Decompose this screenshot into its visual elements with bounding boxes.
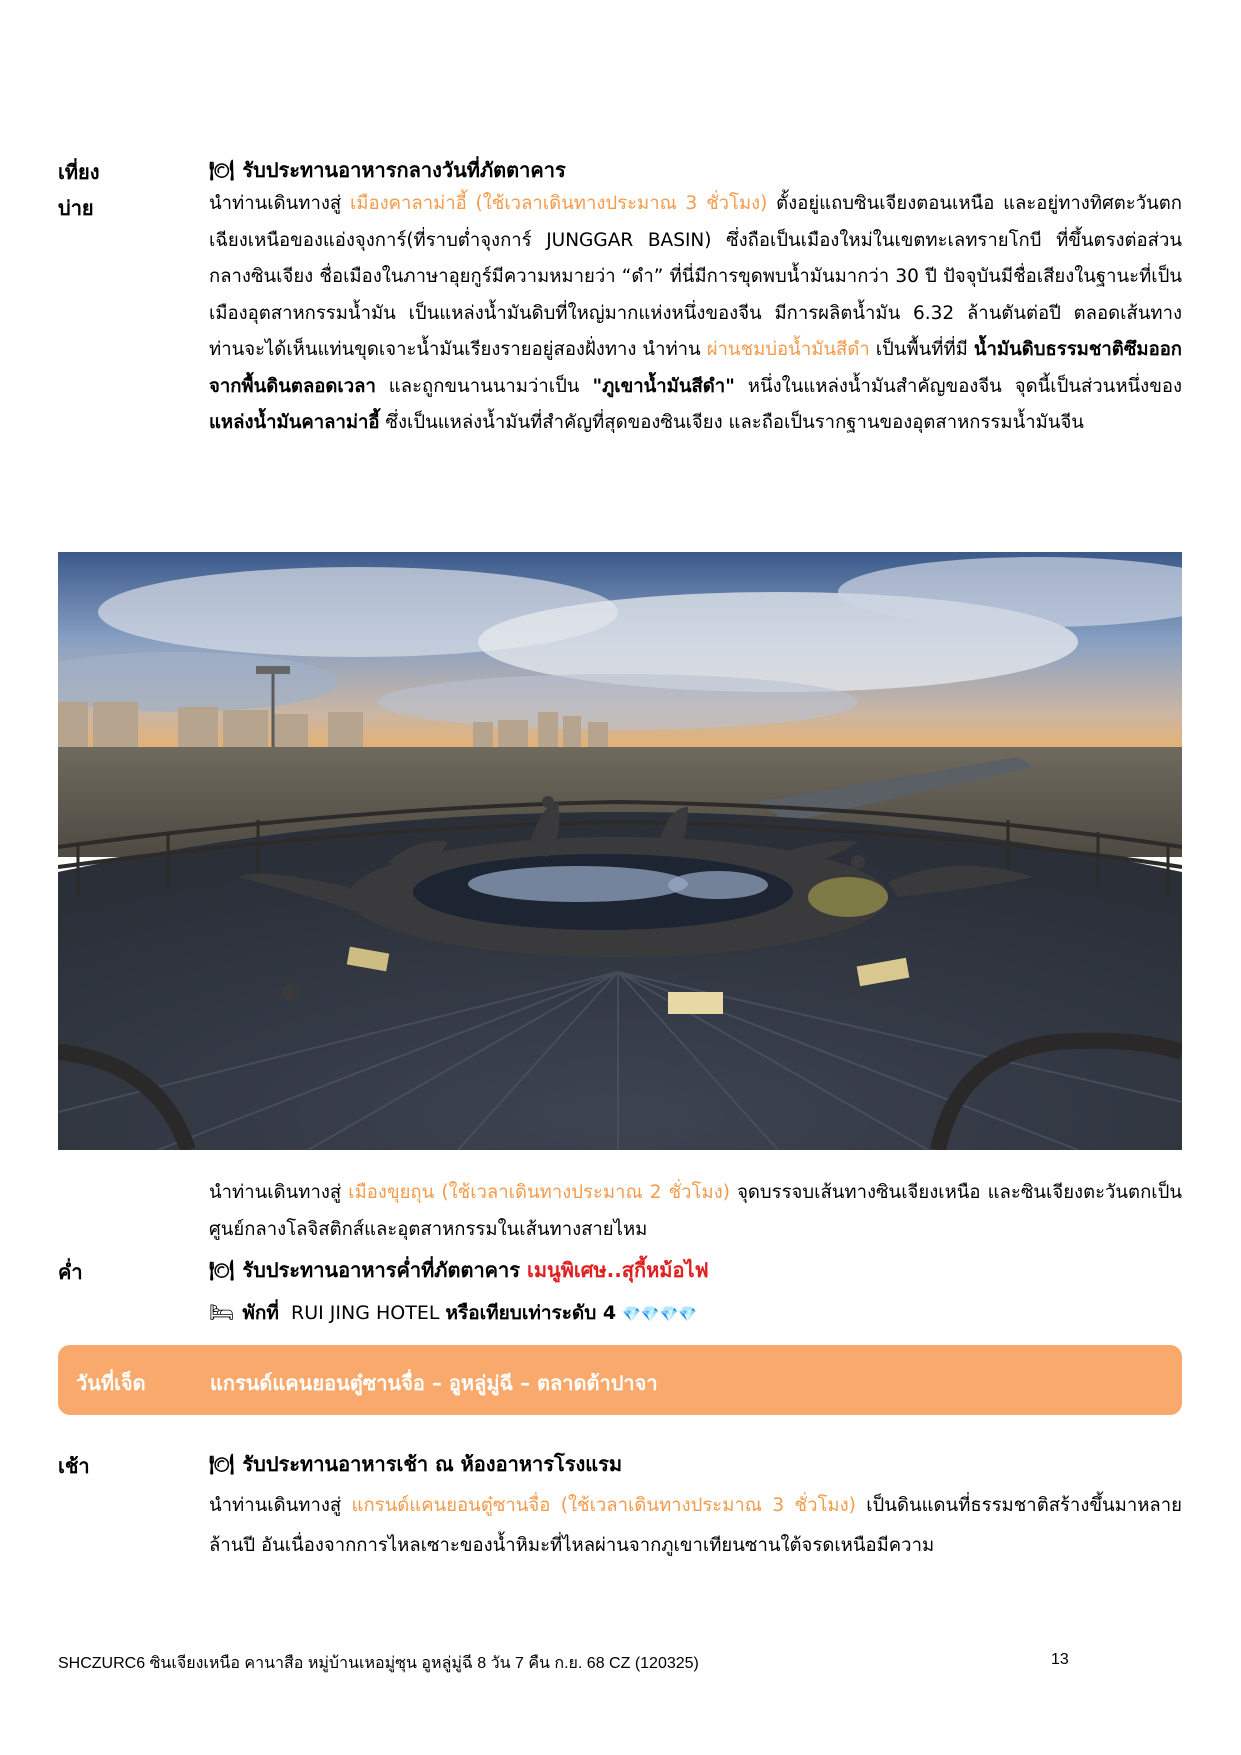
grand-canyon-highlight: แกรนด์แคนยอนตู๋ซานจื่อ (ใช้เวลาเดินทางประมาณ 3 ชั่วโมง) bbox=[351, 1495, 856, 1516]
special-menu: เมนูพิเศษ..สุกี้หม้อไฟ bbox=[527, 1258, 709, 1282]
bed-icon: 🛏 bbox=[209, 1300, 235, 1324]
stay-prefix: พักที่ bbox=[242, 1302, 279, 1324]
day-label: วันที่เจ็ด bbox=[76, 1371, 146, 1395]
dinner-heading: 🍽 รับประทานอาหารค่ำที่ภัตตาคาร เมนูพิเศษ..สุกี้หม้อไฟ bbox=[209, 1258, 709, 1282]
lunch-label: เที่ยง bbox=[58, 160, 100, 184]
day-title: แกรนด์แคนยอนตู๋ซานจื่อ – อูหลู่มู่ฉี – ตลาดต้าปาจา bbox=[210, 1371, 658, 1395]
transfer-paragraph: นำท่านเดินทางสู่ เมืองขุยถุน (ใช้เวลาเดินทางประมาณ 2 ชั่วโมง) จุดบรรจบเส้นทางซินเจียงเหนือ และซินเจียงตะวันตกเป็นศูนย์กลางโลจิสติกส์และอุตสาหกรรมในเส้นทางสายไหม bbox=[209, 1182, 1182, 1240]
stay-suffix: หรือเทียบเท่าระดับ 4 bbox=[445, 1302, 617, 1324]
breakfast-paragraph: นำท่านเดินทางสู่ แกรนด์แคนยอนตู๋ซานจื่อ (ใช้เวลาเดินทางประมาณ 3 ชั่วโมง) เป็นดินแดนที่ธรรมชาติสร้างขึ้นมาหลายล้านปี อันเนื่องจากการไหลเซาะของน้ำหิมะที่ไหลผ่านจากภูเขาเทียนซานใต้จรดเหนือมีความ bbox=[209, 1495, 1182, 1556]
hotel-line bbox=[209, 1298, 1182, 1328]
meal-icon: 🍽 bbox=[209, 1258, 235, 1282]
black-oil-well-highlight: ผ่านชมบ่อน้ำมันสีดำ bbox=[706, 339, 870, 360]
day-banner bbox=[58, 1345, 1182, 1415]
breakfast-heading: 🍽 รับประทานอาหารเช้า ณ ห้องอาหารโรงแรม bbox=[209, 1452, 623, 1476]
black-oil-pool-photo bbox=[58, 552, 1182, 1150]
breakfast-label: เช้า bbox=[58, 1454, 90, 1478]
dinner-label: ค่ำ bbox=[58, 1260, 83, 1284]
meal-icon: 🍽 bbox=[209, 158, 235, 182]
kuitun-highlight: เมืองขุยถุน (ใช้เวลาเดินทางประมาณ 2 ชั่วโมง) bbox=[348, 1182, 730, 1203]
hotel-name: RUI JING HOTEL bbox=[291, 1302, 440, 1324]
lunch-heading bbox=[209, 156, 1182, 184]
afternoon-label: บ่าย bbox=[58, 196, 94, 220]
meal-icon: 🍽 bbox=[209, 1452, 235, 1476]
afternoon-paragraph: นำท่านเดินทางสู่ เมืองคาลาม่าอี้ (ใช้เวลาเดินทางประมาณ 3 ชั่วโมง) ตั้งอยู่แถบซินเจียงตอนเหนือ และอยู่ทางทิศตะวันตกเฉียงเหนือของแอ่งจุงการ์(ที่ราบต่ำจุงการ์ JUNGGAR BASIN) ซึ่งถือเป็นเมืองใหม่ในเขตทะเลทรายโกบี ที่ขึ้นตรงต่อส่วนกลางซินเจียง ชื่อเมืองในภาษาอุยกูร์มีความหมายว่า “ดำ” ที่นี่มีการขุดพบน้ำมันมากว่า 30 ปี ปัจจุบันมีชื่อเสียงในฐานะที่เป็นเมืองอุตสาหกรรมน้ำมัน เป็นแหล่งน้ำมันดิบที่ใหญ่มากแห่งหนึ่งของจีน มีการผลิตน้ำมัน 6.32 ล้านตันต่อปี ตลอดเส้นทางท่านจะได้เห็นแท่นขุดเจาะน้ำมันเรียงรายอยู่สองฝั่งทาง นำท่าน ผ่านชมบ่อน้ำมันสีดำ เป็นพื้นที่ที่มี น้ำมันดิบธรรมชาติซึมออกจากพื้นดินตลอดเวลา และถูกขนานนามว่าเป็น "ภูเขาน้ำมันสีดำ" หนึ่งในแหล่งน้ำมันสำคัญของจีน จุดนี้เป็นส่วนหนึ่งของ แหล่งน้ำมันคาลาม่าอี้ ซึ่งเป็นแหล่งน้ำมันที่สำคัญที่สุดของซินเจียง และถือเป็นรากฐานของอุตสาหกรรมน้ำมันจีน bbox=[209, 193, 1182, 433]
footer-text: SHCZURC6 ซินเจียงเหนือ คานาสือ หมู่บ้านเหอมู่ซุน อูหลู่มู่ฉี 8 วัน 7 คืน ก.ย. 68 CZ (120325) bbox=[58, 1655, 699, 1672]
page-number: 13 bbox=[1051, 1651, 1069, 1668]
diamond-rating-icon: 💎💎💎💎 bbox=[622, 1305, 697, 1323]
kelamayi-highlight: เมืองคาลาม่าอี้ (ใช้เวลาเดินทางประมาณ 3 ชั่วโมง) bbox=[349, 193, 768, 214]
lunch-heading-text: รับประทานอาหารกลางวันที่ภัตตาคาร bbox=[242, 158, 566, 182]
